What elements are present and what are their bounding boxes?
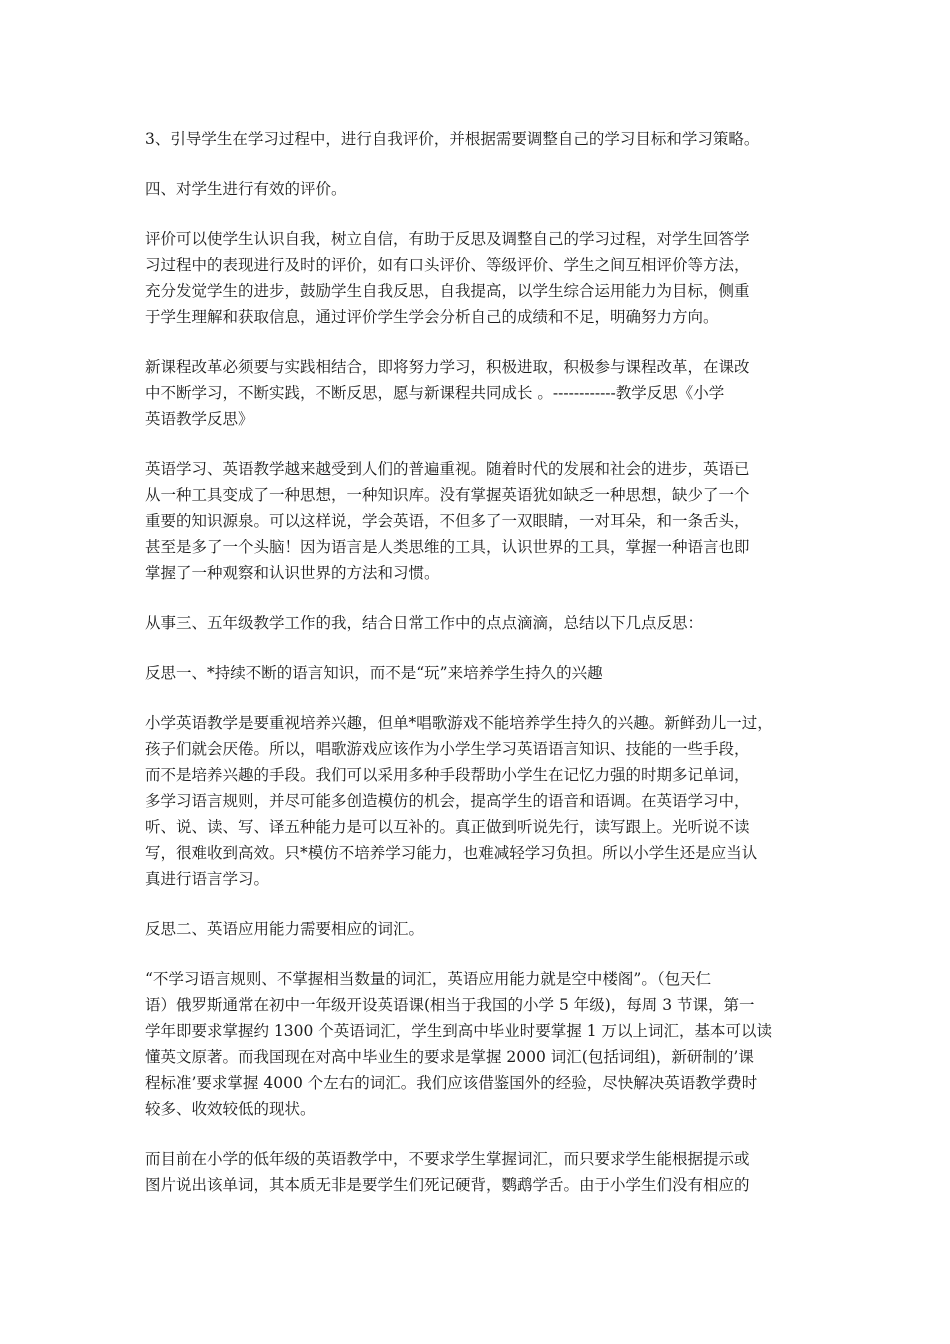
section-heading-evaluation: 四、对学生进行有效的评价。 (145, 180, 347, 198)
paragraph-evaluation: 评价可以使学生认识自我，树立自信，有助于反思及调整自己的学习过程，对学生回答学 习过程中的表现进行及时的评价，如有口头评价、等级评价、学生之间互相评价等方法， 充分发觉学生的进步，鼓励学生自我反思，自我提高，以学生综合运用能力为目标，侧重 于学生理解和获取信息，通过评价学生学会分析自己的成绩和不足，明确努力方向。 (145, 230, 750, 326)
reflection-heading-2: 反思二、英语应用能力需要相应的词汇。 (145, 920, 425, 938)
paragraph-item-3: 3、引导学生在学习过程中，进行自我评价，并根据需要调整自己的学习目标和学习策略。 (145, 130, 760, 148)
reflection-heading-1: 反思一、*持续不断的语言知识，而不是“玩”来培养学生持久的兴趣 (145, 664, 603, 682)
paragraph-vocabulary: “不学习语言规则、不掌握相当数量的词汇，英语应用能力就是空中楼阁”。（包天仁 语）俄罗斯通常在初中一年级开设英语课(相当于我国的小学 5 年级)，每周 3 节课，第一 学年即要求掌握约 1300 个英语词汇，学生到高中毕业时要掌握 1 万以上词汇，基本可以读 懂英文原著。而我国现在对高中毕业生的要求是掌握 2000 词汇(包括词组)，新研制的’课 程标准’要求掌握 4000 个左右的词汇。我们应该借鉴国外的经验，尽快解决英语教学费时 较多、收效较低的现状。 (145, 970, 773, 1118)
paragraph-curriculum-reform: 新课程改革必须要与实践相结合，即将努力学习，积极进取，积极参与课程改革，在课改 中不断学习，不断实践，不断反思，愿与新课程共同成长 。------------教学反思《小学 英语教学反思》 (145, 358, 750, 428)
paragraph-lower-grades: 而目前在小学的低年级的英语教学中，不要求学生掌握词汇，而只要求学生能根据提示或 图片说出该单词，其本质无非是要学生们死记硬背，鹦鹉学舌。由于小学生们没有相应的 (145, 1150, 750, 1194)
paragraph-english-importance: 英语学习、英语教学越来越受到人们的普遍重视。随着时代的发展和社会的进步，英语已 从一种工具变成了一种思想，一种知识库。没有掌握英语犹如缺乏一种思想，缺少了一个 重要的知识源泉。可以这样说，学会英语，不但多了一双眼睛，一对耳朵，和一条舌头， 甚至是多了一个头脑！因为语言是人类思维的工具，认识世界的工具，掌握一种语言也即 掌握了一种观察和认识世界的方法和习惯。 (145, 460, 750, 582)
paragraph-reflection-intro: 从事三、五年级教学工作的我，结合日常工作中的点点滴滴，总结以下几点反思： (145, 614, 704, 632)
document-body (145, 126, 810, 1222)
paragraph-reflection-1: 小学英语教学是要重视培养兴趣，但单*唱歌游戏不能培养学生持久的兴趣。新鲜劲儿一过， 孩子们就会厌倦。所以，唱歌游戏应该作为小学生学习英语语言知识、技能的一些手段， 而不是培养兴趣的手段。我们可以采用多种手段帮助小学生在记忆力强的时期多记单词， 多学习语言规则，并尽可能多创造模仿的机会，提高学生的语音和语调。在英语学习中， 听、说、读、写、译五种能力是可以互补的。真正做到听说先行，读写跟上。光听说不读 写，很难收到高效。只*模仿不培养学习能力，也难减轻学习负担。所以小学生还是应当认 真进行语言学习。 (145, 714, 773, 888)
